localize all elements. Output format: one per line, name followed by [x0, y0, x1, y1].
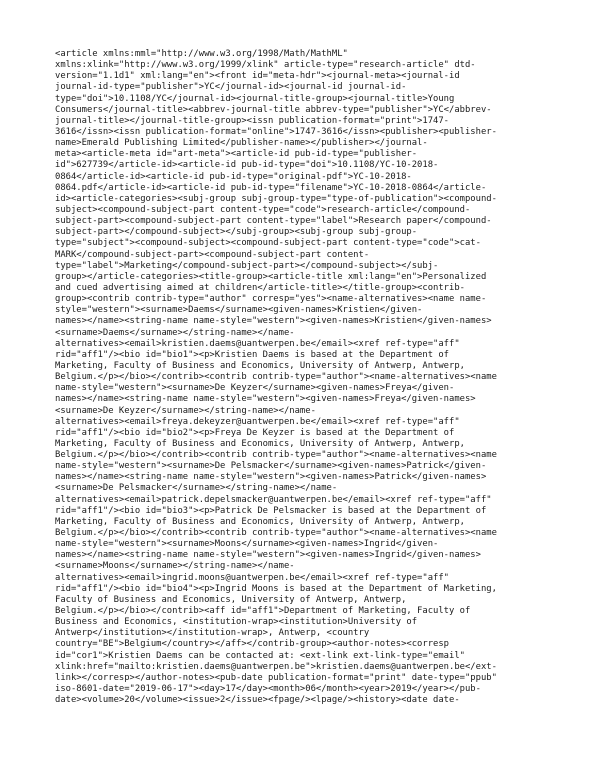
- xml-source-line: Belgium.</p></bio></contrib><aff id="aff1">Department of Marketing, Faculty of: [55, 606, 471, 617]
- xml-source-line: Belgium.</p></bio></contrib><contrib contrib-type="author"><name-alternatives><name: [55, 528, 497, 539]
- xml-source-line: names></name><string-name name-style="western"><given-names>Kristien</given-names>: [55, 316, 492, 327]
- xml-source-line: type="subject"><compound-subject><compound-subject-part content-type="code">cat-: [55, 238, 481, 249]
- xml-source-line: MARK</compound-subject-part><compound-subject-part content-: [55, 249, 370, 260]
- xml-source-line: journal-id-type="publisher">YC</journal-id><journal-id journal-id-: [55, 82, 407, 93]
- xml-source-line: Marketing, Faculty of Business and Economics, University of Antwerp, Antwerp,: [55, 516, 465, 527]
- xml-source-line: names></name><string-name name-style="western"><given-names>Patrick</given-names>: [55, 472, 487, 483]
- xml-source-line: alternatives><email>ingrid.moons@uantwerpen.be</email><xref ref-type="aff": [55, 572, 450, 583]
- xml-source-line: Belgium.</p></bio></contrib><contrib contrib-type="author"><name-alternatives><name: [55, 450, 497, 461]
- xml-source-line: type="doi">10.1108/YC</journal-id><journal-title-group><journal-title>Young: [55, 93, 455, 104]
- xml-source-line: <surname>Daems</surname></string-name></name-: [55, 327, 295, 338]
- xml-source-line: Marketing, Faculty of Business and Economics, University of Antwerp, Antwerp,: [55, 438, 465, 449]
- xml-source-line: name-style="western"><surname>De Keyzer</surname><given-names>Freya</given-: [55, 383, 455, 394]
- xml-source-text: [55, 49, 575, 706]
- xml-source-line: name>Emerald Publishing Limited</publisher-name></publisher></journal-: [55, 138, 428, 149]
- xml-source-line: name-style="western"><surname>Moons</surname><given-names>Ingrid</given-: [55, 539, 439, 550]
- xml-source-line: rid="aff1"/><bio id="bio2"><p>Freya De Keyzer is based at the Department of: [55, 427, 455, 438]
- xml-source-line: subject-part></compound-subject></subj-group><subj-group subj-group-: [55, 227, 418, 238]
- xml-source-line: Consumers</journal-title><abbrev-journal-title abbrev-type="publisher">YC</abbrev-: [55, 104, 492, 115]
- xml-source-line: name-style="western"><surname>De Pelsmacker</surname><given-names>Patrick</given-: [55, 461, 487, 472]
- xml-source-line: meta><article-meta id="art-meta"><article-id pub-id-type="publisher-: [55, 149, 418, 160]
- xml-source-line: id><article-categories><subj-group subj-group-type="type-of-publication"><compound-: [55, 193, 497, 204]
- xml-source-line: xlink:href="mailto:kristien.daems@uantwerpen.be">kristien.daems@uantwerpen.be</ext-: [55, 661, 497, 672]
- xml-source-line: 0864.pdf</article-id><article-id pub-id-type="filename">YC-10-2018-0864</article-: [55, 182, 487, 193]
- xml-source-line: id">627739</article-id><article-id pub-id-type="doi">10.1108/YC-10-2018-: [55, 160, 439, 171]
- xml-source-line: Business and Economics, <institution-wrap><institution>University of: [55, 617, 418, 628]
- xml-source-line: rid="aff1"/><bio id="bio3"><p>Patrick De Pelsmacker is based at the Department of: [55, 505, 487, 516]
- xml-source-line: subject><compound-subject-part content-type="code">research-article</compound-: [55, 204, 471, 215]
- xml-source-line: group><contrib contrib-type="author" corresp="yes"><name-alternatives><name name-: [55, 294, 487, 305]
- xml-source-line: 0864</article-id><article-id pub-id-type="original-pdf">YC-10-2018-: [55, 171, 412, 182]
- xml-source-line: version="1.1d1" xml:lang="en"><front id="meta-hdr"><journal-meta><journal-id: [55, 71, 460, 82]
- xml-source-line: names></name><string-name name-style="western"><given-names>Ingrid</given-names>: [55, 550, 481, 561]
- xml-source-line: iso-8601-date="2019-06-17"><day>17</day><month>06</month><year>2019</year></pub-: [55, 684, 481, 695]
- xml-source-line: Belgium.</p></bio></contrib><contrib contrib-type="author"><name-alternatives><name: [55, 372, 497, 383]
- xml-source-line: rid="aff1"/><bio id="bio4"><p>Ingrid Moons is based at the Department of Marketing,: [55, 583, 497, 594]
- xml-source-line: date><volume>20</volume><issue>2</issue><fpage/><lpage/><history><date date-: [55, 695, 460, 706]
- xml-source-line: and cued advertising aimed at children</article-title></title-group><contrib-: [55, 282, 465, 293]
- xml-source-line: alternatives><email>kristien.daems@uantwerpen.be</email><xref ref-type="aff": [55, 338, 460, 349]
- xml-source-line: Faculty of Business and Economics, University of Antwerp, Antwerp,: [55, 594, 407, 605]
- xml-source-line: <surname>Moons</surname></string-name></name-: [55, 561, 295, 572]
- xml-source-line: 3616</issn><issn publication-format="online">1747-3616</issn><publisher><publisher-: [55, 126, 497, 137]
- xml-source-line: group></article-categories><title-group><article-title xml:lang="en">Personalized: [55, 271, 487, 282]
- xml-source-line: subject-part><compound-subject-part content-type="label">Research paper</compound-: [55, 216, 492, 227]
- xml-source-line: <article xmlns:mml="http://www.w3.org/1998/Math/MathML": [55, 49, 348, 59]
- xml-source-line: journal-title></journal-title-group><issn publication-format="print">1747-: [55, 115, 450, 126]
- xml-source-line: rid="aff1"/><bio id="bio1"><p>Kristien Daems is based at the Department of: [55, 349, 450, 360]
- xml-source-line: id="cor1">Kristien Daems can be contacted at: <ext-link ext-link-type="email": [55, 650, 465, 661]
- xml-source-line: link></corresp></author-notes><pub-date publication-format="print" date-type="ppub": [55, 672, 497, 683]
- xml-source-line: xmlns:xlink="http://www.w3.org/1999/xlink" article-type="research-article" dtd-: [55, 60, 476, 71]
- xml-source-line: country="BE">Belgium</country></aff></contrib-group><author-notes><corresp: [55, 639, 450, 650]
- xml-source-line: <surname>De Keyzer</surname></string-name></name-: [55, 405, 316, 416]
- xml-source-line: names></name><string-name name-style="western"><given-names>Freya</given-names>: [55, 394, 476, 405]
- xml-source-line: type="label">Marketing</compound-subject-part></compound-subject></subj-: [55, 260, 439, 271]
- xml-source-line: <surname>De Pelsmacker</surname></string-name></name-: [55, 483, 338, 494]
- xml-source-line: Antwerp</institution></institution-wrap>, Antwerp, <country: [55, 628, 370, 639]
- xml-source-line: alternatives><email>patrick.depelsmacker@uantwerpen.be</email><xref ref-type="aff": [55, 494, 492, 505]
- xml-source-line: style="western"><surname>Daems</surname><given-names>Kristien</given-: [55, 305, 423, 316]
- xml-source-line: Marketing, Faculty of Business and Economics, University of Antwerp, Antwerp,: [55, 360, 465, 371]
- xml-source-line: alternatives><email>freya.dekeyzer@uantwerpen.be</email><xref ref-type="aff": [55, 416, 460, 427]
